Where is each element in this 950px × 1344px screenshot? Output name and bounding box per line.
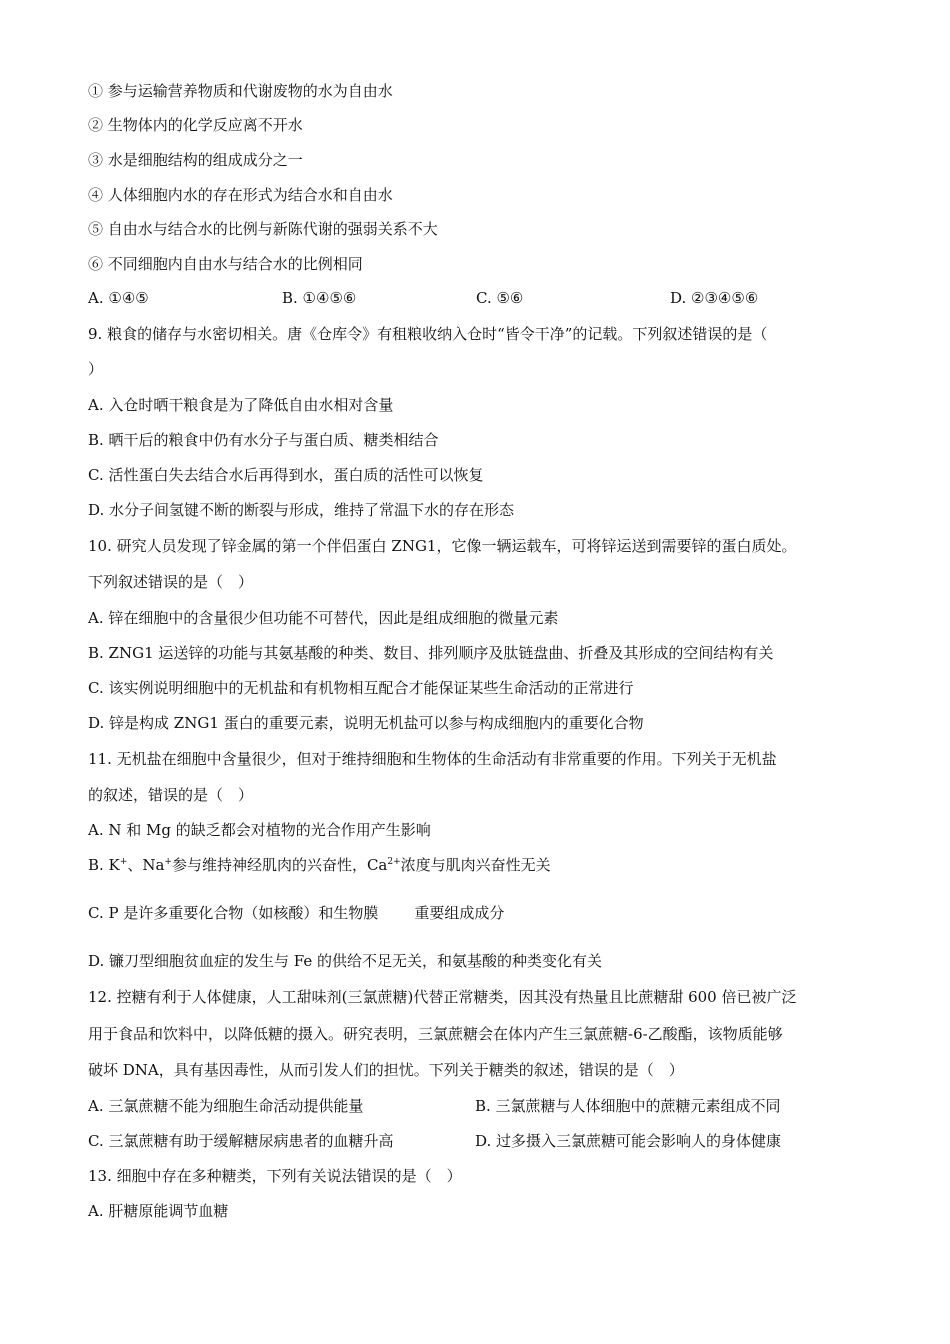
q11-stem-line2: 的叙述，错误的是（ ） [88,786,254,804]
q10-stem-line1: 10. 研究人员发现了锌金属的第一个伴侣蛋白 ZNG1，它像一辆运载车，可将锌运送到需要锌的蛋白质处。 [88,537,797,555]
q10-option-c: C. 该实例说明细胞中的无机盐和有机物相互配合才能保证某些生命活动的正常进行 [88,679,634,697]
q11-option-b-part1: B. K [88,856,120,874]
q9-stem-line1: 9. 粮食的储存与水密切相关。唐《仓库令》有租粮收纳入仓时“皆令干净”的记载。下列叙述错误的是（ [88,325,768,343]
q12-stem-line1: 12. 控糖有利于人体健康，人工甜味剂(三氯蔗糖)代替正常糖类，因其没有热量且比蔗糖甜 600 倍已被广泛 [88,988,797,1006]
q11-option-b-part4: 浓度与肌肉兴奋性无关 [400,856,551,874]
q8-statement-1: ① 参与运输营养物质和代谢废物的水为自由水 [88,82,393,100]
q12-stem-line2: 用于食品和饮料中，以降低糖的摄入。研究表明，三氯蔗糖会在体内产生三氯蔗糖-6-乙酸酯，该物质能够 [88,1025,783,1043]
q11-option-a: A. N 和 Mg 的缺乏都会对植物的光合作用产生影响 [88,821,431,839]
q8-option-b: B. ①④⑤⑥ [282,289,357,307]
q8-option-a: A. ①④⑤ [88,289,149,307]
q12-stem-line3: 破坏 DNA，具有基因毒性，从而引发人们的担忧。下列关于糖类的叙述，错误的是（ ） [88,1061,684,1079]
q12-option-a: A. 三氯蔗糖不能为细胞生命活动提供能量 [88,1097,364,1115]
q11-option-b-part3: 参与维持神经肌肉的兴奋性，Ca [171,856,388,874]
q9-stem-line2: ） [88,360,104,378]
q8-statement-5: ⑤ 自由水与结合水的比例与新陈代谢的强弱关系不大 [88,220,438,238]
q11-option-b-part2: 、Na [127,856,165,874]
q10-option-d: D. 锌是构成 ZNG1 蛋白的重要元素，说明无机盐可以参与构成细胞内的重要化合物 [88,714,644,732]
q10-option-a: A. 锌在细胞中的含量很少但功能不可替代，因此是组成细胞的微量元素 [88,609,559,627]
q8-option-c: C. ⑤⑥ [476,289,524,307]
q8-statement-3: ③ 水是细胞结构的组成成分之一 [88,151,303,169]
q11-option-b [88,855,551,875]
q11-option-c [88,903,504,923]
q11-option-c-part2: 重要组成成分 [414,904,505,922]
q9-option-d: D. 水分子间氢键不断的断裂与形成，维持了常温下水的存在形态 [88,501,515,519]
q13-option-a: A. 肝糖原能调节血糖 [88,1202,229,1220]
sodium-charge: + [164,857,172,867]
q11-stem-line1: 11. 无机盐在细胞中含量很少，但对于维持细胞和生物体的生命活动有非常重要的作用。下列关于无机盐 [88,750,777,768]
q12-option-d: D. 过多摄入三氯蔗糖可能会影响人的身体健康 [475,1132,782,1150]
q9-option-a: A. 入仓时晒干粮食是为了降低自由水相对含量 [88,396,394,414]
q9-option-b: B. 晒干后的粮食中仍有水分子与蛋白质、糖类相结合 [88,431,439,449]
q10-stem-line2: 下列叙述错误的是（ ） [88,573,254,591]
q8-statement-6: ⑥ 不同细胞内自由水与结合水的比例相同 [88,255,363,273]
potassium-charge: + [119,857,128,867]
q12-option-b: B. 三氯蔗糖与人体细胞中的蔗糖元素组成不同 [475,1097,781,1115]
q11-option-d: D. 镰刀型细胞贫血症的发生与 Fe 的供给不足无关，和氨基酸的种类变化有关 [88,952,603,970]
q13-stem: 13. 细胞中存在多种糖类，下列有关说法错误的是（ ） [88,1167,462,1185]
q8-statement-4: ④ 人体细胞内水的存在形式为结合水和自由水 [88,186,393,204]
q8-statement-2: ② 生物体内的化学反应离不开水 [88,116,303,134]
q10-option-b: B. ZNG1 运送锌的功能与其氨基酸的种类、数目、排列顺序及肽链盘曲、折叠及其形成的空间结构有关 [88,644,774,662]
q11-option-c-part1: C. P 是许多重要化合物（如核酸）和生物膜 [88,904,379,922]
q9-option-c: C. 活性蛋白失去结合水后再得到水，蛋白质的活性可以恢复 [88,466,484,484]
q12-option-c: C. 三氯蔗糖有助于缓解糖尿病患者的血糖升高 [88,1132,394,1150]
q8-option-d: D. ②③④⑤⑥ [670,289,759,307]
calcium-charge: 2+ [387,857,401,867]
